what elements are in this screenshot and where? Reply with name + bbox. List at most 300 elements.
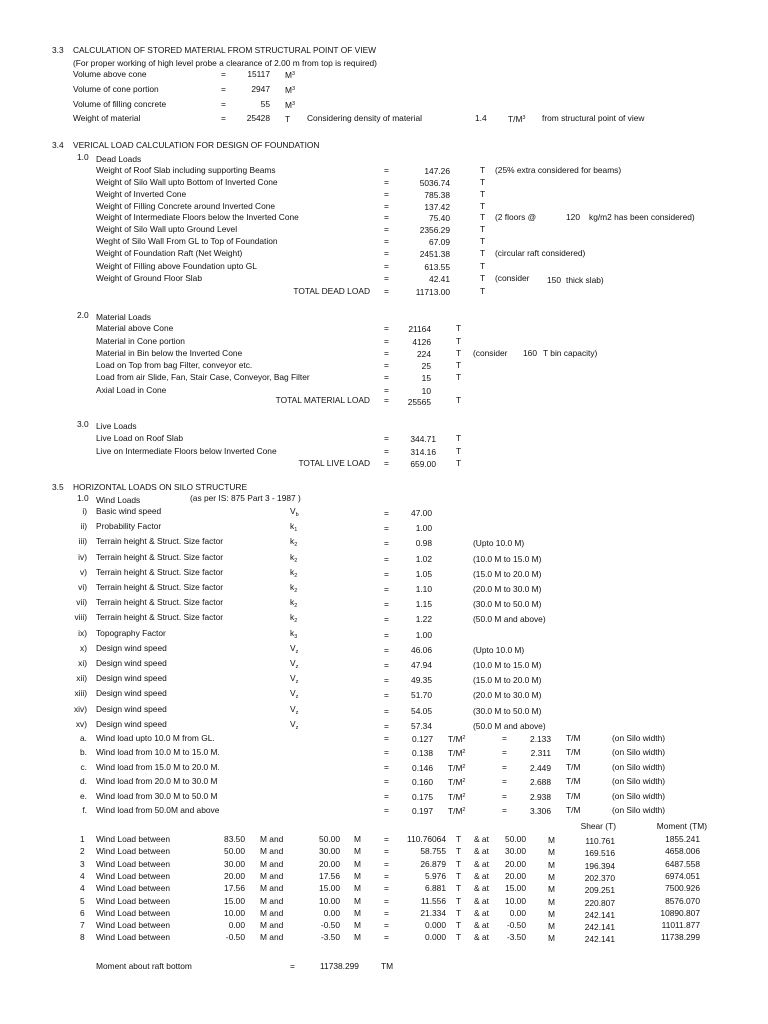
row-label: Material in Cone portion	[96, 336, 185, 346]
row-label: Weight of Ground Floor Slab	[96, 273, 202, 283]
row-index: d.	[80, 776, 87, 787]
moment-value: 11738.299	[320, 961, 359, 971]
row-value: 15	[421, 373, 431, 383]
density-unit: $T/M^3$	[508, 114, 526, 124]
line-load-value: 3.306	[530, 806, 551, 816]
equals: =	[384, 286, 389, 296]
equals: =	[384, 705, 389, 716]
unit-text: M	[548, 871, 555, 882]
total-dead-load-value: 11713.00	[415, 287, 450, 297]
row-note: (10.0 M to 15.0 M)	[473, 553, 542, 564]
density-note: from structural point of view	[542, 113, 645, 123]
pressure-value: 0.197	[412, 806, 433, 816]
row-label: Terrain height & Struct. Size factor	[96, 551, 224, 562]
height-from: 83.50	[224, 834, 245, 844]
row-note: (on Silo width)	[612, 805, 666, 815]
factor-symbol: $V_b$	[290, 506, 299, 518]
row-unit: T	[456, 446, 462, 456]
row-label: Weight of Silo Wall upto Bottom of Inverted Cone	[96, 177, 278, 187]
row-index: f.	[82, 805, 87, 815]
row-value: 42.41	[429, 274, 450, 284]
row-value: 1.22	[415, 614, 432, 625]
row-number: 4	[80, 870, 85, 881]
row-unit: T	[480, 224, 486, 234]
row-unit: T	[480, 165, 486, 175]
equals: =	[384, 336, 389, 346]
height-to: 15.00	[319, 883, 340, 894]
row-value: 785.38	[424, 190, 450, 200]
row-label: Weght of Silo Wall From GL to Top of Foundation	[96, 236, 278, 246]
equals: =	[384, 690, 389, 701]
row-value: 1.00	[415, 629, 432, 640]
unit-text: M	[354, 846, 361, 857]
equals: =	[384, 846, 389, 857]
load-value: 58.755	[420, 846, 446, 857]
height-from: 20.00	[224, 870, 245, 881]
equals: =	[384, 584, 389, 594]
row-unit: T	[480, 273, 486, 283]
equals: =	[384, 508, 389, 518]
load-value: 0.000	[425, 932, 446, 943]
equals: =	[384, 776, 389, 787]
height-from: 30.00	[224, 858, 245, 869]
factor-symbol: $V_z$	[290, 703, 299, 716]
unit-text: M and	[260, 895, 284, 906]
row-note: (on Silo width)	[612, 761, 666, 772]
density-value: 1.4	[475, 113, 487, 123]
equals: =	[221, 84, 226, 94]
row-value: 2356.29	[419, 225, 450, 235]
row-label: Wind load from 10.0 M to 15.0 M.	[96, 747, 220, 758]
load-value: 110.76064	[407, 834, 446, 844]
height-to: 50.00	[319, 834, 340, 844]
section-number: 3.5	[52, 482, 64, 492]
equals: =	[384, 858, 389, 869]
unit-text: T	[456, 907, 462, 918]
unit-text: T	[456, 932, 462, 943]
row-note: (2 floors @	[495, 212, 537, 222]
section-title: HORIZONTAL LOADS ON SILO STRUCTURE	[73, 482, 248, 492]
equals: =	[502, 747, 507, 758]
unit-text: M	[354, 895, 361, 906]
subsection-number: 2.0	[77, 310, 89, 320]
factor-symbol: $V_z$	[290, 642, 299, 655]
at-text: & at	[474, 834, 489, 844]
row-index: v)	[80, 566, 87, 577]
moment-value: 4658.006	[665, 846, 700, 857]
pressure-unit: $T/M^2$	[448, 748, 466, 759]
line-load-unit: T/M	[566, 805, 581, 815]
unit-text: M and	[260, 907, 284, 918]
height-to: -3.50	[320, 932, 340, 943]
unit-text: M	[354, 834, 361, 844]
shear-value: 209.251	[584, 885, 615, 896]
factor-symbol: $k_2$	[290, 582, 298, 594]
unit-text: M	[548, 933, 555, 944]
pressure-unit: $T/M^2$	[448, 734, 466, 744]
row-label: Weight of Inverted Cone	[96, 189, 187, 199]
row-value: 224	[417, 349, 431, 359]
row-note: (Upto 10.0 M)	[473, 538, 525, 549]
unit-text: T	[456, 870, 462, 881]
row-number: 4	[80, 883, 85, 894]
row-index: ix)	[78, 627, 87, 638]
height-from: -0.50	[225, 932, 245, 943]
row-unit: T	[456, 372, 462, 382]
moment-label: Moment about raft bottom	[96, 961, 192, 971]
row-label: Terrain height & Struct. Size factor	[96, 566, 224, 577]
moment-header: Moment (TM)	[656, 821, 707, 831]
at-text: & at	[474, 846, 489, 857]
row-index: iii)	[78, 536, 87, 547]
shear-value: 242.141	[584, 922, 615, 933]
height-from: 0.00	[228, 920, 245, 931]
row-note: (consider	[495, 273, 530, 283]
row-label: Basic wind speed	[96, 506, 162, 516]
row-value: 25428	[246, 113, 270, 123]
row-unit: T	[480, 248, 486, 258]
unit-text: M	[548, 884, 555, 895]
row-unit: T	[480, 189, 486, 199]
equals: =	[384, 644, 389, 655]
equals: =	[384, 761, 389, 772]
row-value: 49.35	[411, 675, 432, 686]
row-value: 1.15	[415, 599, 432, 610]
unit-text: T	[456, 895, 462, 906]
row-label: Terrain height & Struct. Size factor	[96, 582, 224, 592]
equals: =	[384, 261, 389, 271]
row-index: xv)	[75, 718, 87, 729]
row-number: 7	[80, 920, 85, 931]
equals: =	[384, 273, 389, 283]
unit-text: M	[354, 858, 361, 869]
factor-symbol: $k_2$	[290, 566, 298, 579]
height-to: 0.00	[323, 907, 340, 918]
row-value: 344.71	[410, 434, 436, 444]
height-to: -0.50	[320, 920, 340, 931]
equals: =	[384, 675, 389, 686]
shear-value: 196.394	[584, 860, 615, 871]
lever-height: 20.00	[505, 870, 526, 881]
row-label: Terrain height & Struct. Size factor	[96, 612, 224, 623]
factor-symbol: $k_1$	[290, 521, 298, 534]
equals: =	[384, 224, 389, 234]
total-dead-load-label: TOTAL DEAD LOAD	[293, 286, 370, 296]
equals: =	[384, 360, 389, 370]
row-label: Volume above cone	[73, 69, 147, 79]
row-value: 2451.38	[419, 249, 450, 259]
unit-text: M	[354, 932, 361, 943]
equals: =	[384, 747, 389, 758]
row-index: i)	[82, 506, 87, 516]
row-unit: T	[480, 201, 486, 211]
row-label: Weight of Filling above Foundation upto GL	[96, 261, 257, 271]
row-value: 147.26	[424, 166, 450, 176]
shear-value: 202.370	[584, 872, 615, 883]
subsection-number: 1.0	[77, 152, 89, 162]
shear-value: 242.141	[584, 909, 615, 920]
equals: =	[384, 236, 389, 246]
row-value: 1.02	[415, 553, 432, 564]
equals: =	[384, 201, 389, 211]
shear-value: 110.761	[585, 836, 615, 846]
lever-height: -0.50	[506, 920, 526, 931]
unit-text: M and	[260, 932, 284, 943]
factor-symbol: $V_z$	[290, 673, 299, 686]
pressure-unit: $T/M^2$	[448, 791, 466, 802]
row-index: e.	[80, 790, 87, 801]
unit-text: M and	[260, 846, 284, 857]
row-label: Live on Intermediate Floors below Inverted Cone	[96, 446, 277, 456]
load-value: 26.879	[420, 858, 446, 869]
equals: =	[384, 538, 389, 549]
subsection-title: Dead Loads	[96, 154, 142, 164]
height-to: 17.56	[319, 870, 340, 881]
row-label: Wind Load between	[96, 883, 171, 894]
row-label: Wind Load between	[96, 920, 171, 931]
shear-value: 220.807	[584, 897, 615, 908]
floor-load-note: kg/m2 has been considered)	[589, 212, 695, 222]
at-text: & at	[474, 870, 489, 881]
unit-text: M	[354, 870, 361, 881]
row-note: (20.0 M to 30.0 M)	[473, 584, 542, 594]
row-note: (15.0 M to 20.0 M)	[473, 568, 542, 579]
row-value: 47.00	[411, 508, 432, 518]
load-value: 11.556	[421, 895, 446, 906]
factor-symbol: $k_2$	[290, 597, 298, 610]
line-load-value: 2.311	[530, 748, 551, 759]
shear-header: Shear (T)	[580, 821, 616, 831]
unit: T	[456, 458, 462, 468]
row-label: Design wind speed	[96, 703, 167, 714]
pressure-value: 0.175	[412, 791, 433, 802]
row-unit: T	[480, 212, 486, 222]
unit-text: M and	[260, 883, 284, 894]
row-value: 25	[421, 361, 431, 371]
row-value: 54.05	[411, 705, 432, 716]
factor-symbol: $V_z$	[290, 658, 299, 670]
section-title: CALCULATION OF STORED MATERIAL FROM STRUCTURAL POINT OF VIEW	[73, 45, 377, 55]
line-load-unit: T/M	[566, 733, 581, 743]
row-label: Wind Load between	[96, 858, 171, 869]
shear-value: 169.516	[584, 848, 615, 859]
at-text: & at	[474, 895, 489, 906]
row-label: Weight of Foundation Raft (Net Weight)	[96, 248, 243, 258]
row-number: 6	[80, 907, 85, 918]
equals: =	[384, 323, 389, 333]
equals: =	[502, 805, 507, 815]
code-reference: (as per IS: 875 Part 3 - 1987 )	[190, 493, 301, 503]
row-unit: T	[456, 360, 462, 370]
row-number: 8	[80, 932, 85, 943]
lever-height: 50.00	[505, 834, 526, 844]
unit-text: T	[456, 858, 462, 869]
row-note: (50.0 M and above)	[473, 614, 546, 625]
row-label: Material above Cone	[96, 323, 174, 333]
factor-symbol: $k_2$	[290, 612, 298, 625]
row-unit: T	[456, 323, 462, 333]
section-title: VERICAL LOAD CALCULATION FOR DESIGN OF FOUNDATION	[73, 140, 320, 150]
row-note: (20.0 M to 30.0 M)	[473, 690, 542, 701]
equals: =	[290, 961, 295, 971]
at-text: & at	[474, 920, 489, 931]
row-label: Wind Load between	[96, 895, 171, 906]
row-label: Design wind speed	[96, 673, 167, 684]
factor-symbol: $V_z$	[290, 688, 299, 701]
factor-symbol: $k_2$	[290, 536, 298, 549]
height-to: 20.00	[319, 858, 340, 869]
row-number: 3	[80, 858, 85, 869]
row-index: a.	[80, 733, 87, 743]
unit: T	[456, 395, 462, 405]
unit-text: T	[456, 883, 462, 894]
unit-text: M	[548, 921, 555, 932]
row-label: Weight of material	[73, 113, 141, 123]
line-load-unit: T/M	[566, 747, 581, 758]
equals: =	[221, 69, 226, 79]
lever-height: 15.00	[505, 883, 526, 894]
pressure-value: 0.160	[412, 777, 433, 788]
unit-text: M	[354, 883, 361, 894]
bin-capacity: 160	[523, 348, 537, 358]
equals: =	[384, 733, 389, 743]
row-label: Topography Factor	[96, 627, 166, 638]
moment-value: 11738.299	[661, 932, 700, 943]
lever-height: 20.00	[505, 858, 526, 869]
unit-text: M	[354, 907, 361, 918]
at-text: & at	[474, 907, 489, 918]
row-label: Volume of cone portion	[73, 84, 159, 94]
row-number: 5	[80, 895, 85, 906]
equals: =	[384, 523, 389, 534]
equals: =	[384, 907, 389, 918]
row-value: 15117	[247, 69, 270, 79]
row-value: 55	[260, 99, 270, 109]
row-index: xii)	[76, 673, 87, 684]
row-value: 10	[421, 386, 431, 396]
pressure-value: 0.146	[412, 762, 433, 773]
row-unit: T	[480, 261, 486, 271]
equals: =	[384, 177, 389, 187]
equals: =	[384, 805, 389, 815]
row-index: b.	[80, 747, 87, 758]
row-label: Terrain height & Struct. Size factor	[96, 597, 224, 608]
row-unit: $M^3$	[285, 85, 296, 95]
equals: =	[384, 895, 389, 906]
row-label: Axial Load in Cone	[96, 385, 167, 395]
row-note: (15.0 M to 20.0 M)	[473, 675, 542, 686]
equals: =	[384, 629, 389, 640]
equals: =	[384, 446, 389, 456]
load-value: 0.000	[425, 920, 446, 931]
row-label: Wind Load between	[96, 834, 171, 844]
unit-text: M	[548, 908, 555, 919]
line-load-value: 2.688	[530, 777, 551, 788]
row-note: (circular raft considered)	[495, 248, 586, 258]
factor-symbol: $k_2$	[290, 551, 298, 564]
moment-value: 11011.877	[661, 920, 700, 931]
equals: =	[384, 248, 389, 258]
row-note: (on Silo width)	[612, 733, 666, 743]
row-index: iv)	[78, 551, 87, 562]
row-index: vi)	[78, 582, 87, 592]
row-note: (50.0 M and above)	[473, 720, 546, 731]
height-from: 10.00	[224, 907, 245, 918]
row-value: 137.42	[424, 202, 450, 212]
moment-value: 1855.241	[665, 834, 700, 844]
row-label: Probability Factor	[96, 521, 162, 532]
equals: =	[502, 776, 507, 787]
row-index: x)	[80, 642, 87, 653]
row-note: (on Silo width)	[612, 776, 666, 787]
row-label: Wind Load between	[96, 870, 171, 881]
equals: =	[384, 165, 389, 175]
equals: =	[384, 348, 389, 358]
equals: =	[384, 395, 389, 405]
row-number: 2	[80, 846, 85, 857]
unit-text: M and	[260, 920, 284, 931]
height-from: 50.00	[224, 846, 245, 857]
unit-text: M	[354, 920, 361, 931]
equals: =	[384, 433, 389, 443]
line-load-value: 2.133	[530, 734, 551, 744]
equals: =	[384, 834, 389, 844]
equals: =	[502, 761, 507, 772]
unit-text: M	[548, 835, 555, 845]
unit-text: M	[548, 859, 555, 870]
row-note: (consider	[473, 348, 508, 358]
row-index: viii)	[74, 612, 87, 623]
row-label: Design wind speed	[96, 688, 167, 699]
equals: =	[384, 599, 389, 610]
row-label: Wind load from 50.0M and above	[96, 805, 220, 815]
total-live-load-value: 659.00	[410, 459, 436, 469]
row-unit: T	[456, 433, 462, 443]
equals: =	[384, 614, 389, 625]
at-text: & at	[474, 858, 489, 869]
row-label: Load on Top from bag Filter, conveyor etc.	[96, 360, 253, 370]
row-value: 5036.74	[419, 178, 450, 188]
line-load-unit: T/M	[566, 761, 581, 772]
equals: =	[384, 932, 389, 943]
equals: =	[384, 212, 389, 222]
line-load-value: 2.938	[530, 791, 551, 802]
row-value: 67.09	[429, 237, 450, 247]
height-from: 17.56	[224, 883, 245, 894]
equals: =	[384, 883, 389, 894]
row-unit: $M^3$	[285, 70, 296, 80]
row-label: Weight of Intermediate Floors below the Inverted Cone	[96, 212, 299, 222]
equals: =	[384, 372, 389, 382]
unit-text: M and	[260, 870, 284, 881]
row-note: (on Silo width)	[612, 790, 666, 801]
slab-note: thick slab)	[566, 275, 604, 285]
row-note: (30.0 M to 50.0 M)	[473, 705, 542, 716]
equals: =	[384, 660, 389, 670]
floor-load-value: 120	[566, 212, 580, 222]
row-note: (10.0 M to 15.0 M)	[473, 660, 542, 670]
row-label: Terrain height & Struct. Size factor	[96, 536, 224, 547]
moment-value: 6974.051	[665, 870, 700, 881]
row-index: ii)	[80, 521, 87, 532]
section-note: (For proper working of high level probe a clearance of 2.00 m from top is required)	[73, 58, 377, 68]
row-label: Design wind speed	[96, 718, 167, 729]
equals: =	[384, 385, 389, 395]
row-value: 4126	[412, 337, 431, 347]
moment-value: 10890.807	[660, 907, 700, 918]
section-number: 3.4	[52, 140, 64, 150]
equals: =	[384, 870, 389, 881]
